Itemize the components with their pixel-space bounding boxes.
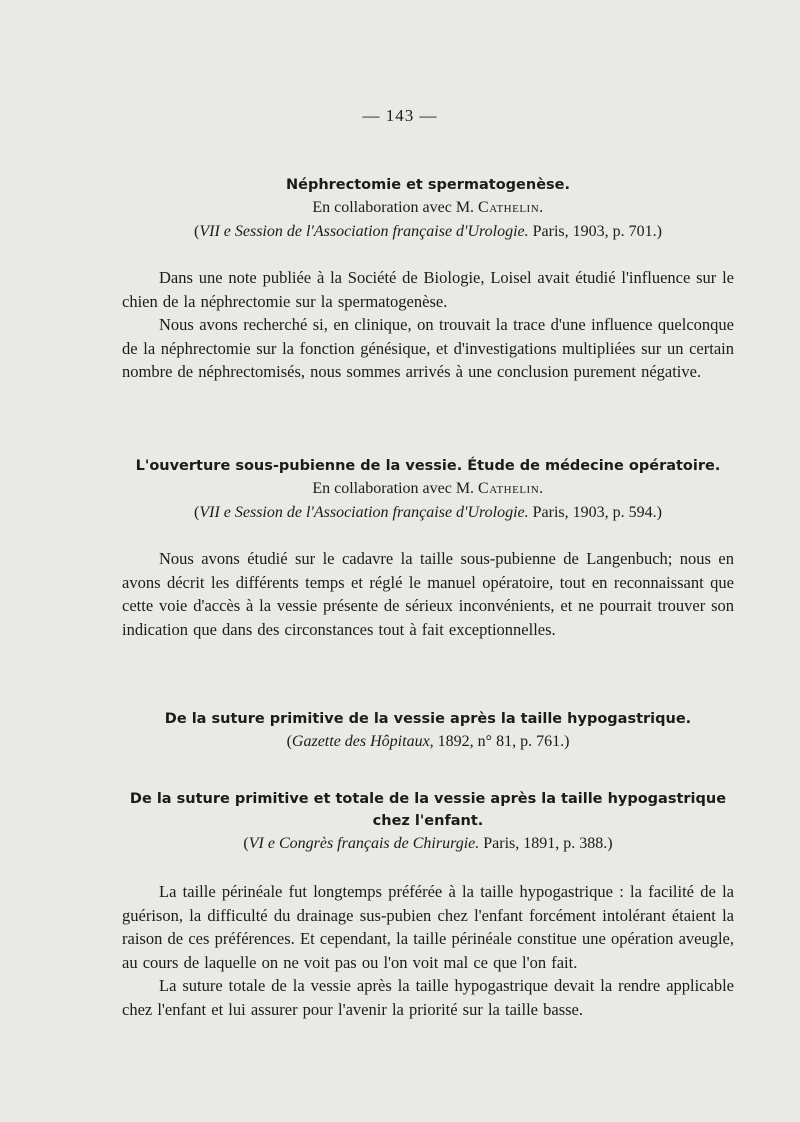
collaboration-line — [122, 477, 734, 501]
source-details: Paris, 1903, p. 701.) — [528, 223, 662, 240]
source-details: Paris, 1903, p. 594.) — [528, 504, 662, 521]
source-journal: VI e Congrès français de Chirurgie. — [248, 835, 480, 852]
collab-prefix: En collaboration avec M. — [312, 480, 475, 497]
source-open: ( — [194, 504, 200, 521]
source-details: Paris, 1891, p. 388.) — [479, 835, 613, 852]
section-nephrectomie — [122, 174, 734, 384]
paragraph: Dans une note publiée à la Société de Biologie, Loisel avait étudié l'influence sur le chien de la néphrectomie sur la spermatogenèse. — [122, 268, 734, 311]
source-journal: VII e Session de l'Association française d'Urologie. — [199, 504, 529, 521]
section-suture-primitive — [122, 708, 734, 754]
source-open: ( — [243, 835, 249, 852]
collab-name: Cathelin. — [478, 199, 544, 216]
section-title: L'ouverture sous-pubienne de la vessie. Étude de médecine opératoire. — [135, 458, 721, 474]
source-citation — [122, 832, 734, 856]
paragraph: Nous avons recherché si, en clinique, on trouvait la trace d'une influence quelconque de la néphrectomie sur la fonction génésique, et d'investigations multipliées sur un certain nombre de néphrectomisés, nous sommes arrivés à une conclusion purement négative. — [122, 315, 734, 381]
section-title: Néphrectomie et spermatogenèse. — [285, 177, 571, 193]
source-citation — [122, 730, 734, 754]
collaboration-line — [122, 196, 734, 220]
section-title-line-1: De la suture primitive et totale de la vessie après la taille hypogastrique — [129, 791, 727, 807]
section-suture-totale-enfant — [122, 788, 734, 1021]
section-title: De la suture primitive de la vessie après la taille hypogastrique. — [164, 711, 692, 727]
page-number: — 143 — — [362, 106, 438, 125]
source-citation — [122, 501, 734, 525]
source-open: ( — [286, 733, 292, 750]
source-citation — [122, 220, 734, 244]
section-title-line-2: chez l'enfant. — [372, 813, 484, 829]
source-open: ( — [194, 223, 200, 240]
source-journal: Gazette des Hôpitaux, — [291, 733, 434, 750]
section-ouverture-sous-pubienne — [122, 455, 734, 641]
paragraph: La suture totale de la vessie après la taille hypogastrique devait la rendre applicable chez l'enfant et lui assurer pour l'avenir la priorité sur la taille basse. — [122, 976, 734, 1019]
paragraph: La taille périnéale fut longtemps préférée à la taille hypogastrique : la facilité de la guérison, la difficulté du drainage sus-pubien chez l'enfant forcément intolérant étaient la raison de ces préférences. Et cependant, la taille périnéale constitue une opération aveugle, au cours de laquelle on ne voit pas ou l'on voit mal ce que l'on fait. — [122, 882, 734, 972]
paragraph: Nous avons étudié sur le cadavre la taille sous-pubienne de Langenbuch; nous en avons décrit les différents temps et réglé le manuel opératoire, tout en reconnaissant que cette voie d'accès à la vessie présente de sérieux inconvénients, et ne pourrait trouver son indication que dans des circonstances tout à fait exceptionnelles. — [122, 549, 734, 639]
collab-name: Cathelin. — [478, 480, 544, 497]
source-details: 1892, n° 81, p. 761.) — [433, 733, 570, 750]
source-journal: VII e Session de l'Association française d'Urologie. — [199, 223, 529, 240]
collab-prefix: En collaboration avec M. — [312, 199, 475, 216]
